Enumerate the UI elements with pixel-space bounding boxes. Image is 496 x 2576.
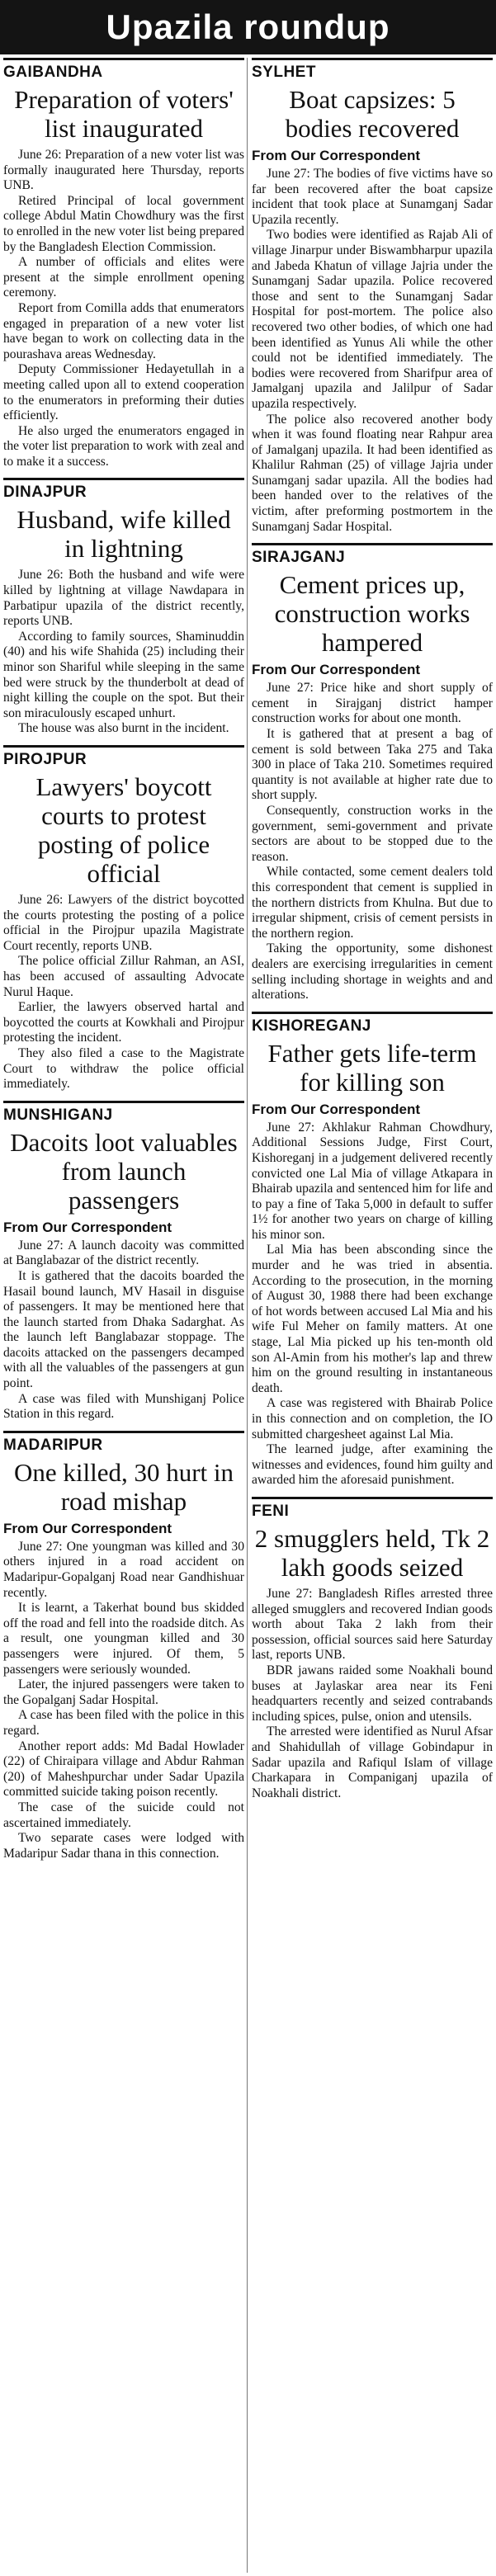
story-paragraph: June 26: Both the husband and wife were killed by lightning at village Nawdapara in Parbatipur upazila of the district recently, reports UNB.: [3, 568, 244, 629]
story-paragraph: Earlier, the lawyers observed hartal and boycotted the courts at Kowkhali and Pirojpur protesting the incident.: [3, 1000, 244, 1045]
news-story: [3, 1431, 244, 1861]
story-dateline-place: DINAJPUR: [3, 484, 87, 502]
story-headline: Father gets life-term for killing son: [267, 1038, 477, 1097]
story-paragraph: The arrested were identified as Nurul Afsar and Shahidullah of village Gobindapur in Sadar upazila and Rafiqul Islam of village Charkapara in Companiganj upazila of Noakhali district.: [252, 1724, 493, 1800]
story-headline: Cement prices up, construction works hampered: [274, 570, 470, 658]
story-paragraph: June 27: The bodies of five victims have so far been recovered after the boat capsize incident that took place at Sunamganj Sadar Upazila recently.: [252, 167, 493, 227]
news-story: [252, 1012, 493, 1489]
story-paragraph: The police also recovered another body when it was found floating near Rahpur area of Jamalganj upazila. It had been identified as Khalilur Rahman (25) of village Jajria under Sunamganj sadar upazila. All the bodies had been handed over to the relatives of the victim, after preforming postmortem in the Sunamganj Sadar Hospital.: [252, 412, 493, 534]
story-paragraph: June 26: Lawyers of the district boycotted the courts protesting the posting of a police official in the Pirojpur upazila Magistrate Court recently, reports UNB.: [3, 893, 244, 953]
story-paragraph: Another report adds: Md Badal Howlader (22) of Chiraipara village and Abdur Rahman (20) of Maheshpurchar under Sadar Upazila committed suicide taking poison recently.: [3, 1739, 244, 1800]
story-paragraph: June 27: One youngman was killed and 30 others injured in a road accident on Madaripur-Gopalganj Road near Gandhishuar recently.: [3, 1539, 244, 1600]
story-byline: From Our Correspondent: [252, 1101, 421, 1117]
story-paragraph: BDR jawans raided some Noakhali bound buses at Jaylaskar area near its Feni headquarters recently and seized contrabands including spices, pulse, onion and utensils.: [252, 1663, 493, 1724]
story-paragraph: The case of the suicide could not ascertained immediately.: [3, 1800, 244, 1830]
news-story: [3, 478, 244, 737]
story-paragraph: Retired Principal of local government college Abdul Matin Chowdhury was the first to enrolled in the new voter list being prepared by the Bangladesh Election Commission.: [3, 193, 244, 254]
story-paragraph: According to family sources, Shaminuddin (40) and his wife Shahida (25) including their minor son Shariful while sleeping in the same bed were struck by the thunderbolt at dead of night killing the couple on the spot. But their son miraculously escaped unhurt.: [3, 629, 244, 720]
column-divider: [247, 58, 248, 2573]
story-dateline-place: SIRAJGANJ: [252, 549, 346, 567]
story-paragraph: He also urged the enumerators engaged in the voter list preparation to work with zeal and to make it a success.: [3, 423, 244, 469]
story-paragraph: A case was registered with Bhairab Police in this connection and on completion, the IO submitted chargesheet against Lal Mia.: [252, 1396, 493, 1441]
story-dateline-place: PIROJPUR: [3, 751, 87, 768]
story-paragraph: While contacted, some cement dealers told this correspondent that cement is supplied in the northern districts from Khulna. But due to irregular shipment, crisis of cement persists in the northern region.: [252, 865, 493, 941]
story-paragraph: The learned judge, after examining the witnesses and evidences, found him guilty and awarded him the aforesaid punishment.: [252, 1442, 493, 1488]
story-paragraph: A number of officials and elites were present at the simple enrollment opening ceremony.: [3, 255, 244, 300]
story-headline: 2 smugglers held, Tk 2 lakh goods seized: [254, 1523, 490, 1582]
news-story: [3, 1101, 244, 1422]
news-story: [3, 745, 244, 1092]
story-dateline-place: FENI: [252, 1502, 290, 1520]
story-paragraph: Report from Comilla adds that enumerators engaged in preparation of a new voter list have began to work on collecting data in the pourashava areas Wednesday.: [3, 300, 244, 361]
story-paragraph: They also filed a case to the Magistrate Court to withdraw the police official immediately.: [3, 1045, 244, 1092]
story-dateline-place: GAIBANDHA: [3, 64, 103, 81]
story-headline: Lawyers' boycott courts to protest posting of police official: [35, 772, 212, 888]
banner-title: Upazila roundup: [106, 7, 390, 46]
story-paragraph: June 27: A launch dacoity was committed at Banglabazar of the district recently.: [3, 1238, 244, 1268]
story-paragraph: June 27: Akhlakur Rahman Chowdhury, Additional Sessions Judge, First Court, Kishoreganj in a judgement delivered recently convicted one Lal Mia of village Atkapara in Bhairab upazila and sentenced him for life and to pay a fine of Taka 5,000 in default to suffer 1½ for another two years on charge of killing his minor son.: [252, 1120, 493, 1242]
story-byline: From Our Correspondent: [252, 662, 421, 678]
story-paragraph: Later, the injured passengers were taken to the Gopalganj Sadar Hospital.: [3, 1677, 244, 1707]
story-paragraph: Taking the opportunity, some dishonest dealers are exercising irregularities in cement selling including shortage in weights and and alterations.: [252, 941, 493, 1003]
news-story: [252, 543, 493, 1003]
story-paragraph: Two separate cases were lodged with Madaripur Sadar thana in this connection.: [3, 1831, 244, 1861]
story-paragraph: Consequently, construction works in the government, semi-government and private sectors are about to be stopped due to the reason.: [252, 804, 493, 864]
story-paragraph: June 27: Price hike and short supply of cement in Sirajganj district hamper construction works for about one month.: [252, 681, 493, 726]
right-column: [252, 58, 493, 1809]
story-headline: Dacoits loot valuables from launch passengers: [10, 1127, 238, 1215]
story-headline: Preparation of voters' list inaugurated: [14, 85, 234, 143]
story-dateline-place: MUNSHIGANJ: [3, 1106, 113, 1124]
left-column: [3, 58, 244, 1870]
page-banner: [0, 0, 496, 54]
story-paragraph: Deputy Commissioner Hedayetullah in a meeting called upon all to extend cooperation to the enumerators in preforming their duties efficiently.: [3, 362, 244, 423]
story-dateline-place: SYLHET: [252, 64, 316, 81]
story-paragraph: It is gathered that the dacoits boarded the Hasail bound launch, MV Hasail in disguise of passengers. It may be mentioned here that the launch started from Dhaka Sadarghat. As the launch left Banglabazar stoppage. The dacoits attacked on the passengers decamped with all the valuables of the passengers at gun point.: [3, 1268, 244, 1391]
story-paragraph: Two bodies were identified as Rajab Ali of village Jinarpur under Biswambharpur upazila and Jabeda Khatun of village Jajria under the Sunamganj Sadar upazila. Police recovered those and sent to the Sunamganj Sadar Hospital for post-mortem. The police also recovered two other bodies, of which one had been identified as Yunus Ali while the other could not be identified immediately. The bodies were recovered from Sharifpur area of Jamalganj upazila and Jalilpur of Sadar upazila respectively.: [252, 228, 493, 411]
news-story: [3, 58, 244, 469]
story-dateline-place: KISHOREGANJ: [252, 1017, 371, 1035]
story-paragraph: It is learnt, a Takerhat bound bus skidded off the road and fell into the roadside ditch. As a result, one youngman killed and 30 passengers were injured. Of them, 5 passengers were seriously wounded.: [3, 1601, 244, 1677]
story-paragraph: June 27: Bangladesh Rifles arrested three alleged smugglers and recovered Indian goods worth about Taka 2 lakh from their possession, official sources said here Saturday last, reports UNB.: [252, 1586, 493, 1663]
story-byline: From Our Correspondent: [252, 148, 421, 163]
story-paragraph: The house was also burnt in the incident.: [18, 721, 229, 736]
story-byline: From Our Correspondent: [3, 1219, 172, 1235]
story-paragraph: Lal Mia has been absconding since the murder and he was tried in absentia. According to the prosecution, in the morning of August 30, 1988 there had been exchange of hot words between accused Lal Mia and his wife Ful Meher on family matters. At one stage, Lal Mia picked up his ten-month old son Al-Amin from his mother's lap and threw him on the ground resulting in instantaneous death.: [252, 1243, 493, 1395]
story-paragraph: June 26: Preparation of a new voter list was formally inaugurated here Thursday, reports UNB.: [3, 148, 244, 193]
story-headline: One killed, 30 hurt in road mishap: [13, 1457, 234, 1516]
story-byline: From Our Correspondent: [3, 1520, 172, 1536]
story-dateline-place: MADARIPUR: [3, 1436, 103, 1454]
story-headline: Boat capsizes: 5 bodies recovered: [285, 85, 460, 143]
story-paragraph: A case was filed with Munshiganj Police Station in this regard.: [3, 1391, 244, 1422]
story-headline: Husband, wife killed in lightning: [17, 505, 231, 564]
news-story: [252, 58, 493, 535]
news-story: [252, 1497, 493, 1801]
story-paragraph: A case has been filed with the police in this regard.: [3, 1708, 244, 1738]
story-paragraph: It is gathered that at present a bag of cement is sold between Taka 275 and Taka 300 in place of Taka 210. Sometimes required quantity is not available at higher rate due to short supply.: [252, 727, 493, 803]
story-paragraph: The police official Zillur Rahman, an ASI, has been accused of assaulting Advocate Nurul Haque.: [3, 954, 244, 999]
